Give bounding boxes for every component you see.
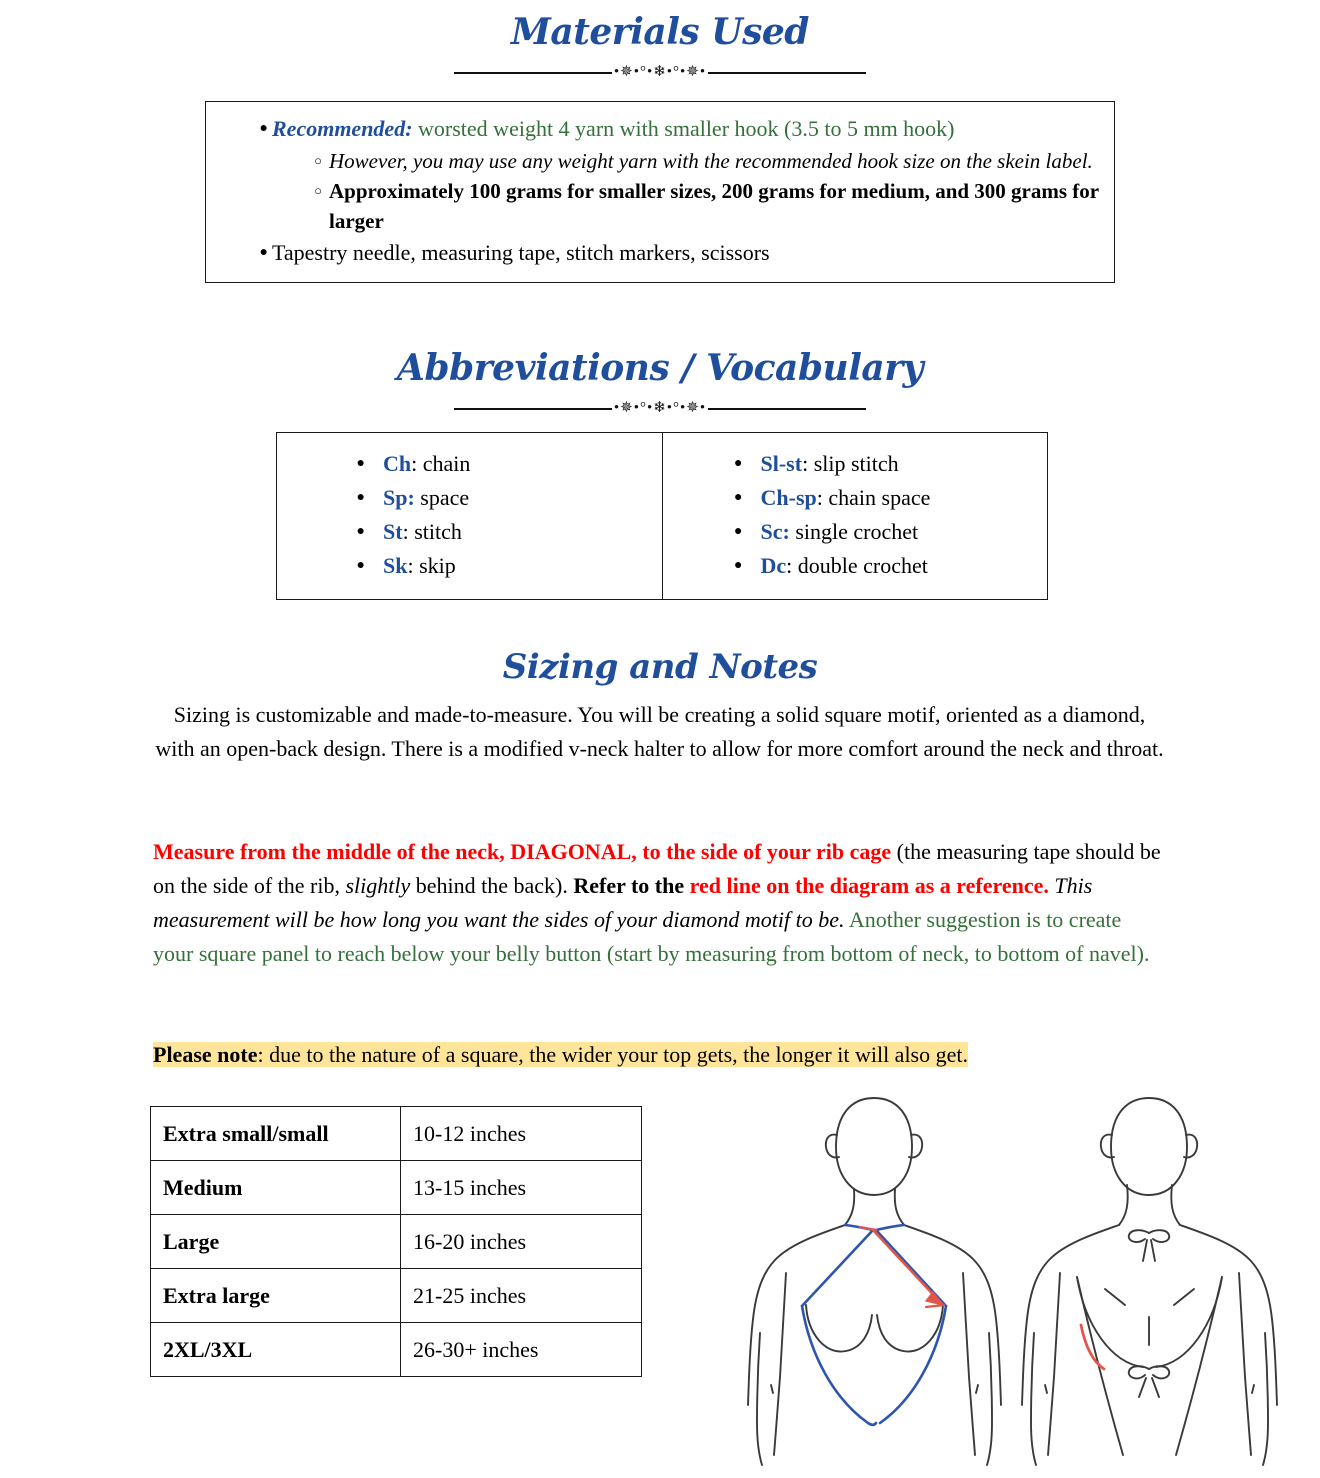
abbr-term: Ch — [383, 451, 412, 476]
abbr-term: St — [383, 519, 403, 544]
abbr-def: space — [414, 485, 470, 510]
abbr-def: skip — [413, 553, 456, 578]
table-row — [151, 1323, 642, 1377]
back-view-figure — [1022, 1098, 1277, 1465]
measure-bold-red-line: red line on the diagram as a reference. — [689, 873, 1049, 898]
front-halter-diamond-outline — [802, 1225, 946, 1425]
recommended-text: worsted weight 4 yarn with smaller hook (3.5 to 5 mm hook) — [412, 116, 955, 141]
materials-list — [216, 114, 1100, 268]
measure-instructions-paragraph — [153, 835, 1166, 971]
measure-plain-2: behind the back). — [410, 873, 574, 898]
divider-rule-left — [454, 72, 612, 74]
materials-sublist — [272, 146, 1100, 236]
abbreviations-right-list — [673, 447, 1038, 583]
materials-box — [205, 101, 1115, 283]
abbr-term: Sc: — [760, 519, 790, 544]
list-item — [673, 481, 1038, 515]
abbr-sep: : — [407, 553, 414, 578]
body-diagrams — [740, 1093, 1300, 1473]
measure-red-bold: Measure from the middle of the neck, DIAGONAL, to the side of your rib cage — [153, 839, 892, 864]
list-item — [673, 447, 1038, 481]
materials-section — [0, 8, 1320, 265]
materials-subitem-grams: ○ Approximately 100 grams for smaller sizes, 200 grams for medium, and 300 grams for larger — [272, 176, 1100, 236]
abbr-def: chain space — [822, 485, 931, 510]
size-measurement-cell: 26-30+ inches — [401, 1323, 642, 1377]
abbreviations-section — [0, 344, 1320, 422]
divider-rule-left — [454, 408, 612, 410]
abbreviations-left-list — [287, 447, 652, 583]
abbr-def: single crochet — [789, 519, 919, 544]
table-row — [151, 1215, 642, 1269]
size-label-cell: Extra large — [151, 1269, 401, 1323]
abbr-sep: : — [816, 485, 823, 510]
abbr-sep: : — [411, 451, 418, 476]
divider-snowflake-glyphs: •✵•°•❄•°•✵• — [613, 399, 707, 416]
size-measurement-cell: 16-20 inches — [401, 1215, 642, 1269]
divider-ornament-materials — [454, 60, 866, 86]
measure-plain-1: (the measuring tape should be on the side of the rib, — [153, 839, 1161, 898]
list-item — [287, 515, 652, 549]
list-item — [673, 549, 1038, 583]
page-title-materials: Materials Used — [511, 11, 809, 53]
size-label-cell: Large — [151, 1215, 401, 1269]
list-item — [287, 447, 652, 481]
sizing-intro-paragraph: Sizing is customizable and made-to-measure. You will be creating a solid square motif, oriented as a diamond, with an open-back design. There is a modified v-neck halter to allow for more comfort around the neck and throat. — [155, 702, 1164, 761]
table-row — [151, 1107, 642, 1161]
abbr-def: double crochet — [792, 553, 928, 578]
abbr-term: Dc — [760, 553, 787, 578]
measure-italic-length: This measurement will be how long you want the sides of your diamond motif to be. — [153, 873, 1093, 932]
divider-rule-right — [708, 408, 866, 410]
measure-green-suggestion: Another suggestion is to create your square panel to reach below your belly button (start by measuring from bottom of neck, to bottom of navel). — [153, 907, 1150, 966]
materials-subitem-however: ○ However, you may use any weight yarn with the recommended hook size on the skein label. — [272, 146, 1100, 176]
abbr-term: Sk — [383, 553, 408, 578]
abbreviations-left-cell — [277, 433, 663, 600]
page-title-sizing: Sizing and Notes — [502, 647, 818, 687]
abbr-term: Sl-st — [760, 451, 803, 476]
size-label-cell: 2XL/3XL — [151, 1323, 401, 1377]
abbr-term: Sp: — [383, 485, 415, 510]
abbr-def: stitch — [408, 519, 462, 544]
red-measurement-line-back — [1081, 1325, 1104, 1369]
size-measurement-cell: 21-25 inches — [401, 1269, 642, 1323]
size-label-cell: Extra small/small — [151, 1107, 401, 1161]
table-row — [277, 433, 1048, 600]
recommended-colon: : — [405, 116, 413, 141]
abbr-sep: : — [802, 451, 809, 476]
abbreviations-right-cell — [662, 433, 1048, 600]
size-measurement-cell: 10-12 inches — [401, 1107, 642, 1161]
recommended-label: Recommended — [272, 116, 406, 141]
divider-rule-right — [708, 72, 866, 74]
materials-item-tools: ● Tapestry needle, measuring tape, stitch markers, scissors — [216, 238, 1100, 268]
table-row — [151, 1269, 642, 1323]
abbreviations-table — [276, 432, 1048, 600]
list-item — [287, 481, 652, 515]
materials-item-recommended — [216, 114, 1100, 236]
size-label-cell: Medium — [151, 1161, 401, 1215]
divider-ornament-abbreviations — [454, 396, 866, 422]
divider-snowflake-glyphs: •✵•°•❄•°•✵• — [613, 63, 707, 80]
abbr-def: slip stitch — [808, 451, 899, 476]
size-measurement-cell: 13-15 inches — [401, 1161, 642, 1215]
red-measurement-arrow-front — [860, 1227, 944, 1307]
table-row — [151, 1161, 642, 1215]
abbr-def: chain — [417, 451, 471, 476]
list-item — [673, 515, 1038, 549]
abbr-term: Ch-sp — [760, 485, 817, 510]
page-title-abbreviations: Abbreviations / Vocabulary — [396, 347, 924, 389]
abbr-sep: : — [402, 519, 409, 544]
please-note-line — [153, 1040, 1166, 1070]
front-view-figure — [748, 1098, 1001, 1465]
please-note-text: : due to the nature of a square, the wider your top gets, the longer it will also get. — [257, 1042, 968, 1067]
highlighted-note — [153, 1042, 968, 1067]
sizing-measurements-table — [150, 1106, 642, 1377]
measure-italic-slightly: slightly — [345, 873, 411, 898]
measure-bold-refer: Refer to the — [573, 873, 690, 898]
sizing-section-header — [0, 644, 1320, 690]
abbr-sep: : — [786, 553, 793, 578]
list-item — [287, 549, 652, 583]
please-note-label: Please note — [153, 1042, 258, 1067]
diagrams-svg — [740, 1093, 1300, 1478]
